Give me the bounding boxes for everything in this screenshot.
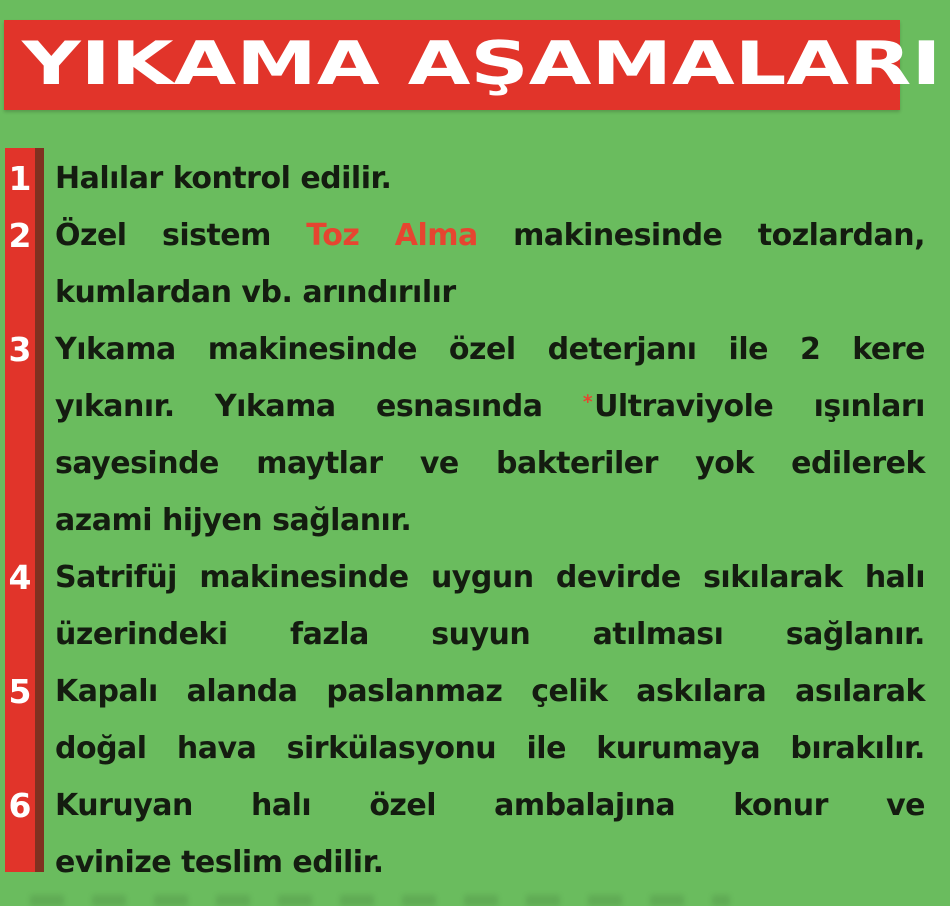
text-run: Yıkama xyxy=(214,389,336,424)
word xyxy=(55,435,219,492)
text-run: sayesinde xyxy=(55,446,219,481)
word xyxy=(886,777,925,834)
step-number: 3 xyxy=(8,330,32,369)
word xyxy=(583,378,773,435)
word xyxy=(55,207,127,264)
text-run: Özel xyxy=(55,218,127,253)
word xyxy=(292,845,383,880)
text-run: Yıkama xyxy=(55,332,176,367)
step-line xyxy=(55,492,925,549)
word xyxy=(636,663,766,720)
word xyxy=(256,435,382,492)
step-text xyxy=(55,549,925,663)
word xyxy=(531,663,607,720)
word xyxy=(290,606,369,663)
text-run: azami xyxy=(55,503,152,538)
word xyxy=(208,321,417,378)
step-text xyxy=(55,150,925,207)
word xyxy=(173,161,291,196)
word xyxy=(791,435,925,492)
step-line xyxy=(55,720,925,777)
text-run: edilerek xyxy=(791,446,925,481)
word xyxy=(55,606,228,663)
word xyxy=(302,275,455,310)
text-run: arındırılır xyxy=(302,275,456,310)
wash-step xyxy=(8,321,925,549)
word xyxy=(241,275,292,310)
wash-step xyxy=(8,150,925,207)
text-run: Alma xyxy=(394,218,478,253)
word xyxy=(326,663,502,720)
word xyxy=(786,606,925,663)
word xyxy=(733,777,828,834)
step-text xyxy=(55,321,925,549)
step-line xyxy=(55,264,925,321)
text-run: üzerindeki xyxy=(55,617,228,652)
word xyxy=(852,321,925,378)
text-run: fazla xyxy=(290,617,369,652)
text-run: sıkılarak xyxy=(703,560,843,595)
text-run: bakteriler xyxy=(496,446,658,481)
text-run: uygun xyxy=(430,560,534,595)
text-run: konur xyxy=(733,788,828,823)
wash-step xyxy=(8,663,925,777)
text-run: ışınları xyxy=(813,389,925,424)
word xyxy=(758,207,925,264)
word xyxy=(800,321,820,378)
text-run: askılara xyxy=(636,674,767,709)
word xyxy=(162,503,262,538)
word xyxy=(55,161,163,196)
step-line xyxy=(55,150,925,207)
word xyxy=(55,845,171,880)
text-run: doğal xyxy=(55,731,147,766)
word xyxy=(395,207,478,264)
word xyxy=(703,549,842,606)
text-run: özel xyxy=(448,332,516,367)
wash-step xyxy=(8,777,925,891)
text-run: Kuruyan xyxy=(55,788,193,823)
word xyxy=(795,663,925,720)
text-run: suyun xyxy=(431,617,531,652)
text-run: ambalajına xyxy=(494,788,676,823)
word xyxy=(729,321,768,378)
word xyxy=(527,720,566,777)
text-run: sirkülasyonu xyxy=(286,731,497,766)
word xyxy=(420,435,459,492)
asterisk-mark: * xyxy=(582,391,593,413)
word xyxy=(215,378,336,435)
text-run: makinesinde xyxy=(513,218,723,253)
text-run: yok xyxy=(695,446,754,481)
step-number: 1 xyxy=(8,159,32,198)
step-line xyxy=(55,378,925,435)
text-run: maytlar xyxy=(256,446,383,481)
text-run: vb. xyxy=(241,275,293,310)
text-run: alanda xyxy=(186,674,298,709)
word xyxy=(251,777,311,834)
text-run: paslanmaz xyxy=(326,674,503,709)
step-number: 2 xyxy=(8,216,32,255)
text-run: hijyen xyxy=(161,503,263,538)
word xyxy=(187,663,298,720)
word xyxy=(55,321,176,378)
wash-step xyxy=(8,207,925,321)
step-number: 5 xyxy=(8,672,32,711)
text-run: özel xyxy=(369,788,437,823)
step-text xyxy=(55,207,925,321)
text-run: Halılar xyxy=(55,161,163,196)
text-run: sağlanır. xyxy=(785,617,925,652)
word xyxy=(376,378,543,435)
text-run: Satrifüj xyxy=(55,560,177,595)
word xyxy=(181,845,282,880)
word xyxy=(548,321,697,378)
text-run: tozlardan, xyxy=(757,218,925,253)
word xyxy=(55,663,158,720)
word xyxy=(55,503,152,538)
text-run: edilir. xyxy=(292,845,384,880)
word xyxy=(865,549,925,606)
wash-step xyxy=(8,549,925,663)
step-line xyxy=(55,606,925,663)
word xyxy=(55,275,231,310)
text-run: kontrol xyxy=(172,161,291,196)
word xyxy=(814,378,925,435)
text-run: evinize xyxy=(55,845,172,880)
step-line xyxy=(55,663,925,720)
text-run: makinesinde xyxy=(207,332,417,367)
word xyxy=(162,207,271,264)
text-run: ile xyxy=(728,332,768,367)
word xyxy=(177,720,256,777)
text-run: hava xyxy=(176,731,257,766)
step-text xyxy=(55,663,925,777)
text-run: atılması xyxy=(592,617,724,652)
text-run: çelik xyxy=(531,674,608,709)
text-run: halı xyxy=(251,788,312,823)
text-run: asılarak xyxy=(795,674,925,709)
word xyxy=(431,606,530,663)
word xyxy=(272,503,411,538)
text-run: sağlanır. xyxy=(272,503,412,538)
word xyxy=(306,207,359,264)
text-run: yıkanır. xyxy=(55,389,175,424)
word xyxy=(55,378,175,435)
cutoff-print-artifact xyxy=(30,895,730,906)
text-run: esnasında xyxy=(375,389,543,424)
text-run: kurumaya xyxy=(596,731,761,766)
text-run: kere xyxy=(852,332,925,367)
text-run: halı xyxy=(864,560,925,595)
word xyxy=(287,720,497,777)
step-line xyxy=(55,435,925,492)
title-banner xyxy=(4,20,942,110)
word xyxy=(556,549,681,606)
steps-list xyxy=(8,150,925,891)
word xyxy=(431,549,534,606)
text-run: 2 xyxy=(799,332,821,367)
word xyxy=(55,720,147,777)
step-line xyxy=(55,549,925,606)
text-run: Ultraviyole xyxy=(594,389,774,424)
text-run: ve xyxy=(886,788,925,823)
step-line xyxy=(55,777,925,834)
word xyxy=(695,435,754,492)
text-run: edilir. xyxy=(300,161,392,196)
text-run: Toz xyxy=(306,218,360,253)
text-run: ve xyxy=(419,446,459,481)
text-run: bırakılır. xyxy=(790,731,925,766)
step-text xyxy=(55,777,925,891)
word xyxy=(300,161,391,196)
word xyxy=(593,606,724,663)
text-run: sistem xyxy=(161,218,271,253)
text-run: teslim xyxy=(181,845,283,880)
word xyxy=(494,777,675,834)
text-run: ile xyxy=(526,731,566,766)
text-run: deterjanı xyxy=(547,332,697,367)
word xyxy=(496,435,658,492)
word xyxy=(513,207,722,264)
poster-title: YIKAMA AŞAMALARI xyxy=(22,29,942,99)
text-run: Kapalı xyxy=(55,674,158,709)
text-run: makinesinde xyxy=(199,560,409,595)
step-line xyxy=(55,321,925,378)
word xyxy=(449,321,516,378)
word xyxy=(369,777,436,834)
step-line xyxy=(55,834,925,891)
word xyxy=(55,777,193,834)
word xyxy=(55,549,177,606)
word xyxy=(596,720,760,777)
word xyxy=(790,720,925,777)
step-number: 6 xyxy=(8,786,32,825)
text-run: devirde xyxy=(555,560,681,595)
text-run: kumlardan xyxy=(55,275,232,310)
step-line xyxy=(55,207,925,264)
step-number: 4 xyxy=(8,558,32,597)
word xyxy=(199,549,408,606)
